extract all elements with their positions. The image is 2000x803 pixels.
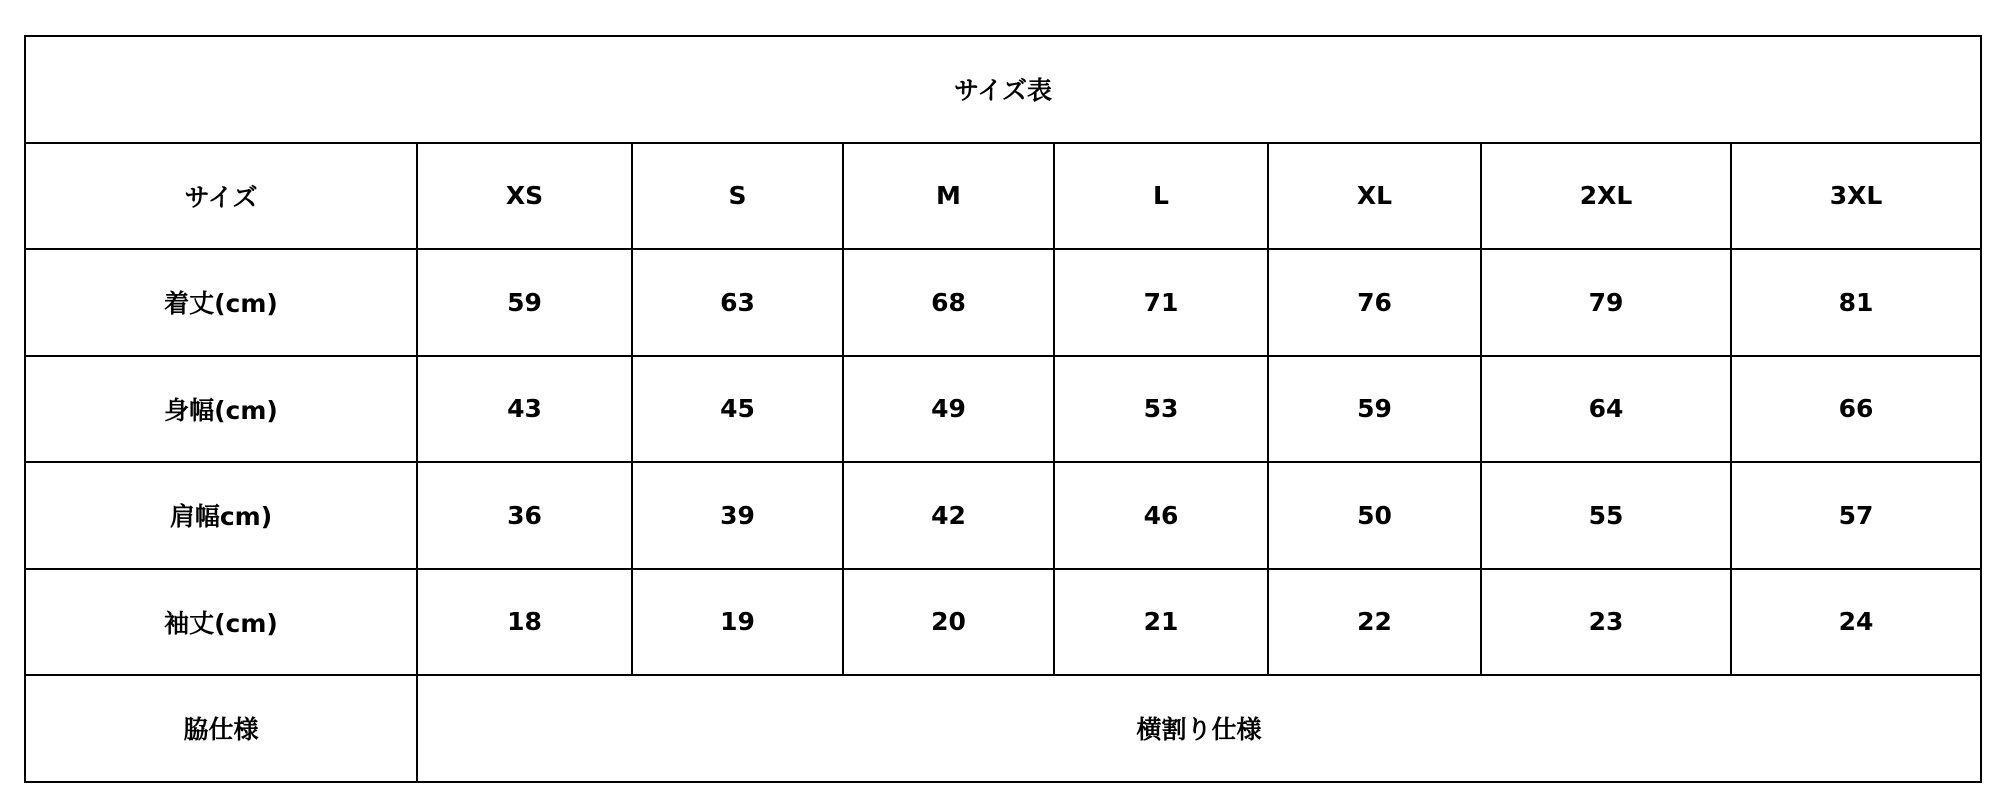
table-cell: 50	[1268, 462, 1481, 569]
table-cell: 53	[1054, 356, 1268, 463]
row-label: 身幅(cm)	[25, 356, 417, 463]
size-header-3xl: 3XL	[1731, 143, 1981, 250]
table-cell: 63	[632, 249, 843, 356]
table-cell: 66	[1731, 356, 1981, 463]
table-cell: 24	[1731, 569, 1981, 676]
table-row	[25, 356, 1981, 463]
row-label: 脇仕様	[25, 675, 417, 782]
size-header-l: L	[1054, 143, 1268, 250]
table-cell: 64	[1481, 356, 1731, 463]
table-cell: 79	[1481, 249, 1731, 356]
table-title: サイズ表	[25, 36, 1981, 143]
table-cell: 18	[417, 569, 632, 676]
table-cell: 59	[1268, 356, 1481, 463]
table-cell: 45	[632, 356, 843, 463]
table-cell: 55	[1481, 462, 1731, 569]
table-cell: 21	[1054, 569, 1268, 676]
size-header-xl: XL	[1268, 143, 1481, 250]
table-cell: 71	[1054, 249, 1268, 356]
table-cell: 42	[843, 462, 1054, 569]
size-header-s: S	[632, 143, 843, 250]
table-cell: 68	[843, 249, 1054, 356]
footer-row	[25, 675, 1981, 782]
size-header-m: M	[843, 143, 1054, 250]
table-cell: 36	[417, 462, 632, 569]
table-cell: 46	[1054, 462, 1268, 569]
size-header-2xl: 2XL	[1481, 143, 1731, 250]
table-cell: 19	[632, 569, 843, 676]
table-cell: 59	[417, 249, 632, 356]
side-spec-value: 横割り仕様	[417, 675, 1981, 782]
row-label: 袖丈(cm)	[25, 569, 417, 676]
size-header-xs: XS	[417, 143, 632, 250]
size-chart-table	[24, 35, 1982, 783]
table-cell: 23	[1481, 569, 1731, 676]
table-cell: 49	[843, 356, 1054, 463]
table-row	[25, 462, 1981, 569]
table-cell: 76	[1268, 249, 1481, 356]
table-cell: 81	[1731, 249, 1981, 356]
title-row	[25, 36, 1981, 143]
table-cell: 20	[843, 569, 1054, 676]
table-cell: 39	[632, 462, 843, 569]
size-header-row	[25, 143, 1981, 250]
table-cell: 57	[1731, 462, 1981, 569]
table-cell: 43	[417, 356, 632, 463]
row-label: 着丈(cm)	[25, 249, 417, 356]
table-row	[25, 249, 1981, 356]
table-cell: 22	[1268, 569, 1481, 676]
row-label-size: サイズ	[25, 143, 417, 250]
row-label: 肩幅cm)	[25, 462, 417, 569]
table-row	[25, 569, 1981, 676]
